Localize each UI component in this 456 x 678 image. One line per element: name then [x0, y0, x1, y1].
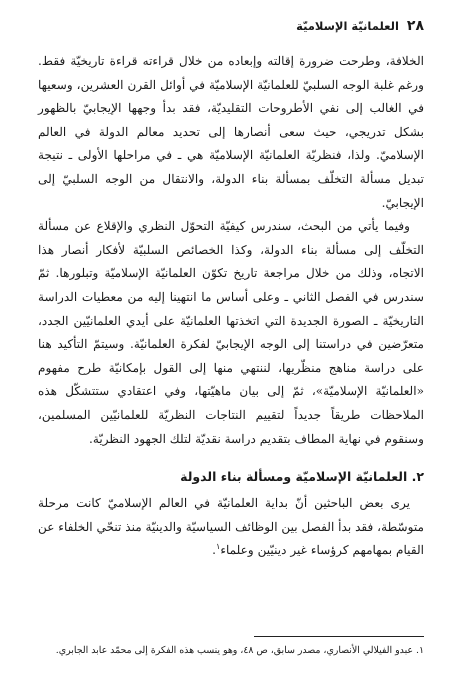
running-head [38, 18, 424, 40]
section-paragraph-text: يرى بعض الباحثين أنّ بداية العلمانيّة في العالم الإسلاميّ كانت مرحلة متوسّطة، فقد بدأ الفصل بين الوظائف السياسيّة والدينيّة منذ تنحّي الخلفاء عن القيام بمهامهم كرؤساء غير دينيّين وعلماء [38, 496, 424, 558]
footnote-marker: ١ [216, 542, 221, 552]
body-paragraph-1: الخلافة، وطرحت ضرورة إقالته وإبعاده من خلال قراءته قراءة تاريخيّة فقط. ورغم غلبة الوجه السلبيّ للعلمانيّة الإسلاميّة في أوائل القرن العشرين، وسعيها في الغالب إلى نفي الأطروحات التقليديّة، فقد بدأ وجهها الإيجابيّ بالظهور بشكل تدريجي، حيث سعى أنصارها إلى تحديد معالم الدولة في العالم الإسلاميّ. ولذا، فنظريّة العلمانيّة الإسلاميّة هي ـ في مراحلها الأولى ـ نتيجة تبديل مسألة التخلّف بمسألة بناء الدولة، والانتقال من الوجه السلبيّ إلى الإيجابيّ. [38, 54, 424, 210]
section-paragraph: يرى بعض الباحثين أنّ بداية العلمانيّة في العالم الإسلاميّ كانت مرحلة متوسّطة، فقد بدأ الفصل بين الوظائف السياسيّة والدينيّة منذ تنحّي الخلفاء عن القيام بمهامهم كرؤساء غير دينيّين وعلماء$^١$. [38, 496, 424, 558]
page-number: ٢٨ [406, 18, 424, 34]
footnote: ١. عبدو الفيلالي الأنصاري، مصدر سابق، ص ٤٨، وهو ينسب هذه الفكرة إلى محمّد عابد الجابري. [55, 645, 424, 656]
book-page [38, 18, 424, 668]
footnote-divider [254, 636, 424, 637]
running-title: العلمانيّة الإسلاميّة [296, 19, 399, 33]
body-paragraph-2: وفيما يأتي من البحث، سندرس كيفيّة التحوّل النظري والإقلاع عن مسألة التخلّف إلى مسألة بناء الدولة، وكذا الخصائص السلبيّة لأفكار أنصار هذا الاتجاه، وذلك من خلال مراجعة تاريخ تكوّن العلمانيّة الإسلاميّة وتبلورها. ثمّ سندرس في الفصل الثاني ـ وعلى أساس ما انتهينا إليه من معطيات الدراسة التاريخيّة ـ الصورة الجديدة التي اتخذتها العلمانيّة على أيدي العلمانيّين الجدد، متعرّضين في دراستنا إلى الوجه الإيجابيّ لفكرة العلمانيّة. وسيتمّ التأكيد هنا على دراسة مناهج منظّريها، لننتهي منها إلى القول بإمكانيّة طرح مفهوم «العلمانيّة الإسلاميّة»، ثمّ إلى بيان ماهيّتها، وفي اعتقادي ستتشكّل هذه الملاحظات طريقاً جديداً لتقييم النتاجات النظريّة للعلمانيّين المسلمين، وسنقوم في نهاية المطاف بتقديم دراسة نقديّة لتلك الجهود النظريّة. [38, 219, 424, 446]
section-heading: ٢. العلمانيّة الإسلاميّة ومسألة بناء الدولة [180, 469, 424, 485]
